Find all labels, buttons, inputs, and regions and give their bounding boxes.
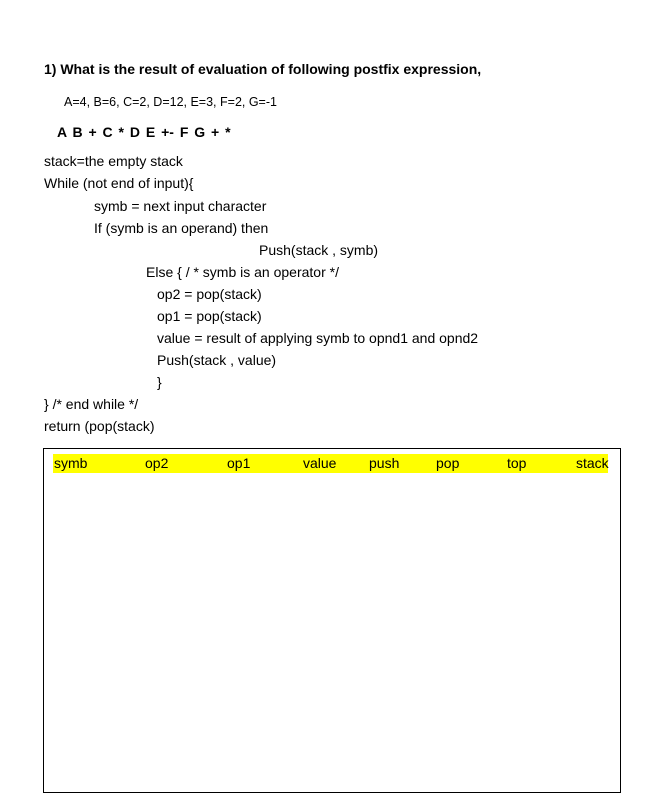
question-title: 1) What is the result of evaluation of following postfix expression, xyxy=(44,61,482,77)
code-line: symb = next input character xyxy=(94,198,267,214)
code-line: value = result of applying symb to opnd1 and opnd2 xyxy=(157,330,479,346)
column-header-pop: pop xyxy=(436,455,460,471)
code-line: While (not end of input){ xyxy=(44,175,194,191)
code-line: Push(stack , symb) xyxy=(259,242,379,258)
code-line: op2 = pop(stack) xyxy=(157,286,262,302)
column-header-push: push xyxy=(369,455,400,471)
postfix-expression: A B + C * D E +- F G + * xyxy=(57,124,231,140)
column-header-top: top xyxy=(507,455,527,471)
variable-values: A=4, B=6, C=2, D=12, E=3, F=2, G=-1 xyxy=(64,95,277,109)
code-line: If (symb is an operand) then xyxy=(94,220,269,236)
code-line: } xyxy=(157,374,162,390)
code-line: } /* end while */ xyxy=(44,396,139,412)
column-header-symb: symb xyxy=(54,455,88,471)
code-line: op1 = pop(stack) xyxy=(157,308,262,324)
column-header-op2: op2 xyxy=(145,455,169,471)
column-header-op1: op1 xyxy=(227,455,251,471)
code-line: Push(stack , value) xyxy=(157,352,277,368)
trace-table-box xyxy=(43,448,621,793)
code-line: Else { / * symb is an operator */ xyxy=(146,264,339,280)
column-header-stack: stack xyxy=(576,455,609,471)
column-header-value: value xyxy=(303,455,337,471)
code-line: stack=the empty stack xyxy=(44,153,183,169)
code-line: return (pop(stack) xyxy=(44,418,155,434)
